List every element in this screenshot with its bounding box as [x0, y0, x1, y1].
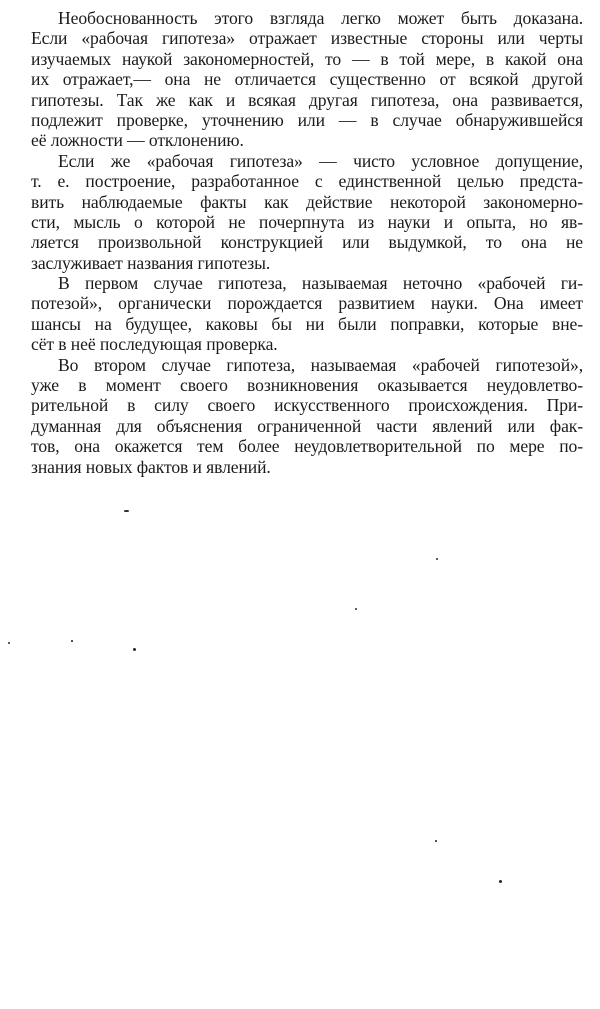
text-line: вить наблюдаемые факты как действие некоторой закономерно-	[31, 191, 583, 212]
body-text	[31, 8, 583, 477]
text-line: подлежит проверке, уточнению или — в случае обнаружившейся	[31, 109, 583, 130]
scan-speck	[436, 558, 438, 560]
text-line: Если же «рабочая гипотеза» — чисто условное допущение,	[58, 150, 583, 171]
text-line: сёт в неё последующая проверка.	[31, 334, 278, 355]
scan-speck	[133, 648, 136, 651]
text-line: гипотезы. Так же как и всякая другая гипотеза, она развивается,	[31, 89, 583, 110]
text-line: Необоснованность этого взгляда легко может быть доказана.	[58, 8, 583, 28]
text-line: сти, мысль о которой не почерпнута из науки и опыта, но яв-	[31, 211, 583, 232]
text-line: шансы на будущее, каковы бы ни были поправки, которые вне-	[31, 313, 583, 334]
text-line: думанная для объяснения ограниченной части явлений или фак-	[31, 415, 583, 436]
scan-speck	[71, 640, 73, 642]
text-line: её ложности — отклонению.	[31, 130, 244, 151]
text-line: знания новых фактов и явлений.	[31, 456, 271, 477]
text-line: потезой», органически порождается развитием науки. Она имеет	[31, 293, 583, 314]
text-line: заслуживает названия гипотезы.	[31, 252, 271, 273]
text-line: т. е. построение, разработанное с единственной целью предста-	[31, 171, 583, 192]
scan-speck	[499, 880, 502, 883]
scan-speck	[355, 608, 357, 610]
paragraph	[31, 355, 583, 477]
text-line: тов, она окажется тем более неудовлетворительной по мере по-	[31, 436, 583, 457]
paragraph	[31, 8, 583, 151]
paragraph	[31, 151, 583, 273]
text-line: уже в момент своего возникновения оказывается неудовлетво-	[31, 375, 583, 396]
scan-speck	[8, 642, 10, 644]
paragraph	[31, 273, 583, 355]
text-line: В первом случае гипотеза, называемая неточно «рабочей ги-	[58, 273, 583, 294]
text-line: их отражает,— она не отличается существенно от всякой другой	[31, 69, 583, 90]
scan-speck	[435, 840, 437, 842]
text-line: Во втором случае гипотеза, называемая «рабочей гипотезой»,	[58, 354, 583, 375]
scan-speck	[124, 510, 129, 512]
text-line: изучаемых наукой закономерностей, то — в той мере, в какой она	[31, 48, 583, 69]
text-line: Если «рабочая гипотеза» отражает известные стороны или черты	[31, 28, 583, 49]
text-line: рительной в силу своего искусственного происхождения. При-	[31, 395, 583, 416]
text-line: ляется произвольной конструкцией или выдумкой, то она не	[31, 232, 583, 253]
